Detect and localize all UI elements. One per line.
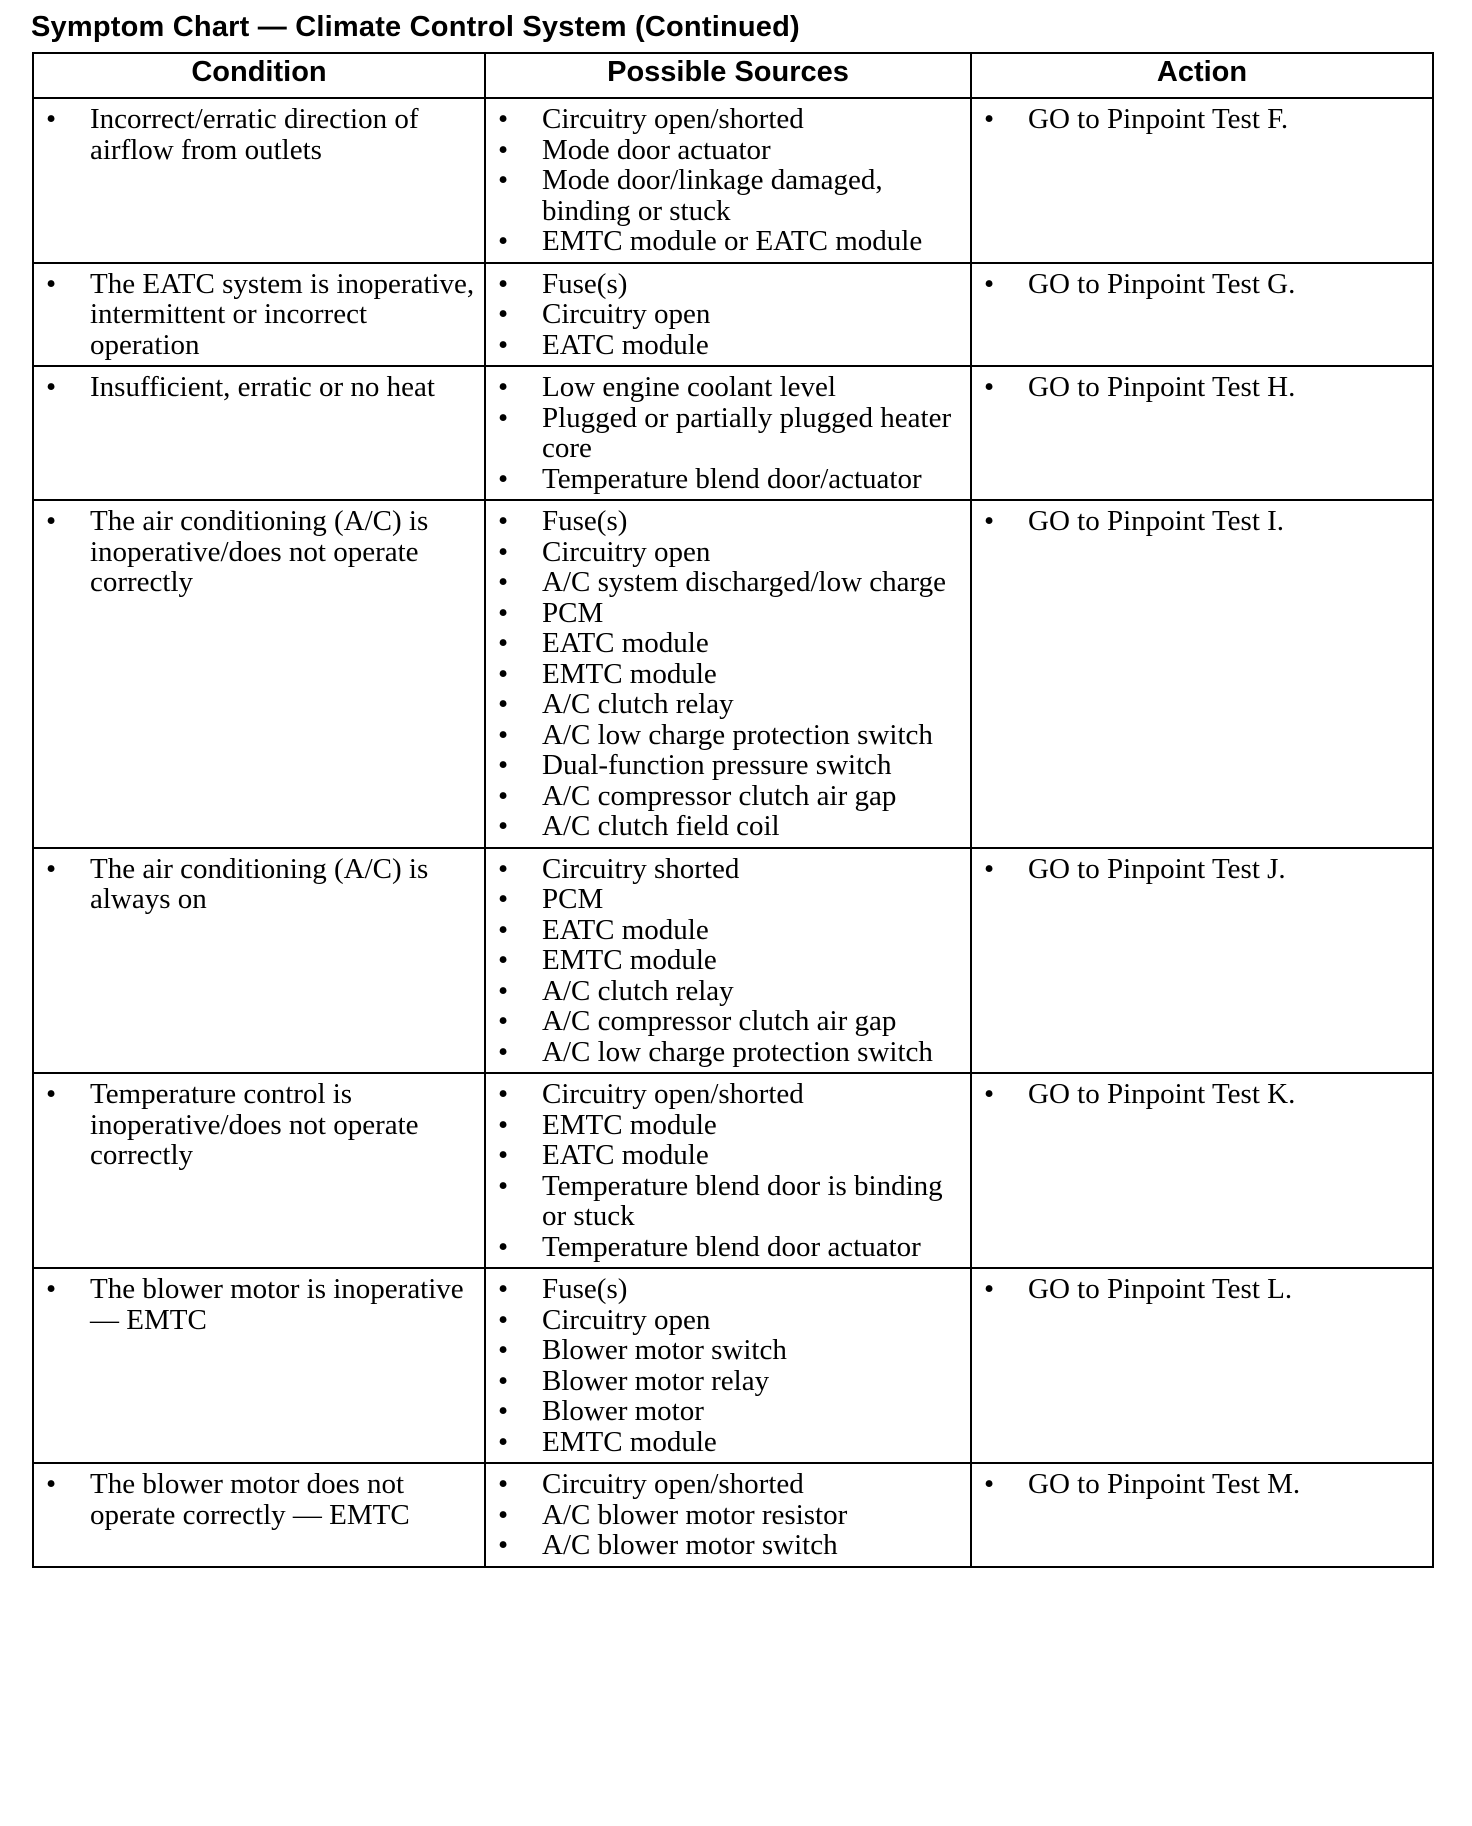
source-item: • A/C blower motor resistor — [486, 1500, 970, 1531]
source-item: • EMTC module — [486, 1427, 970, 1458]
source-item: • EMTC module — [486, 1110, 970, 1141]
possible-sources-cell — [485, 1463, 971, 1567]
action-cell — [971, 1463, 1433, 1567]
possible-sources-cell — [485, 500, 971, 848]
source-item: • EATC module — [486, 330, 970, 361]
source-item: • A/C blower motor switch — [486, 1530, 970, 1561]
possible-sources-cell — [485, 848, 971, 1074]
condition-cell — [33, 500, 485, 848]
source-item: • A/C low charge protection switch — [486, 1037, 970, 1068]
source-item: • Fuse(s) — [486, 1274, 970, 1305]
source-item: • EATC module — [486, 915, 970, 946]
source-item: • EMTC module or EATC module — [486, 226, 970, 257]
source-item: • Circuitry open — [486, 299, 970, 330]
table-row — [33, 98, 1433, 263]
action-cell — [971, 366, 1433, 500]
condition-cell — [33, 98, 485, 263]
source-item: • EATC module — [486, 628, 970, 659]
source-item: • Low engine coolant level — [486, 372, 970, 403]
action-text: • GO to Pinpoint Test H. — [972, 372, 1432, 403]
header-condition: Condition — [33, 53, 485, 98]
source-item: • Blower motor relay — [486, 1366, 970, 1397]
source-item: • EMTC module — [486, 659, 970, 690]
source-item: • Temperature blend door is binding or stuck — [486, 1171, 970, 1232]
table-row — [33, 1073, 1433, 1268]
condition-text: • The air conditioning (A/C) is always on — [34, 854, 484, 915]
table-row — [33, 1268, 1433, 1463]
table-row — [33, 1463, 1433, 1567]
action-text: • GO to Pinpoint Test M. — [972, 1469, 1432, 1500]
condition-cell — [33, 1463, 485, 1567]
possible-sources-cell — [485, 263, 971, 367]
source-item: • Circuitry open — [486, 537, 970, 568]
header-possible-sources: Possible Sources — [485, 53, 971, 98]
source-item: • Circuitry open/shorted — [486, 104, 970, 135]
source-item: • Temperature blend door/actuator — [486, 464, 970, 495]
possible-sources-cell — [485, 98, 971, 263]
condition-text: • Incorrect/erratic direction of airflow from outlets — [34, 104, 484, 165]
source-item: • A/C compressor clutch air gap — [486, 781, 970, 812]
source-item: • Circuitry open/shorted — [486, 1469, 970, 1500]
source-item: • Circuitry open — [486, 1305, 970, 1336]
condition-text: • The EATC system is inoperative, intermittent or incorrect operation — [34, 269, 484, 361]
table-header-row — [33, 53, 1433, 98]
action-text: • GO to Pinpoint Test F. — [972, 104, 1432, 135]
action-text: • GO to Pinpoint Test K. — [972, 1079, 1432, 1110]
condition-cell — [33, 1268, 485, 1463]
source-item: • EMTC module — [486, 945, 970, 976]
condition-text: • The blower motor is inoperative — EMTC — [34, 1274, 484, 1335]
source-item: • Dual-function pressure switch — [486, 750, 970, 781]
source-item: • PCM — [486, 884, 970, 915]
source-item: • Fuse(s) — [486, 269, 970, 300]
source-item: • A/C compressor clutch air gap — [486, 1006, 970, 1037]
action-text: • GO to Pinpoint Test G. — [972, 269, 1432, 300]
possible-sources-cell — [485, 366, 971, 500]
source-item: • A/C clutch field coil — [486, 811, 970, 842]
source-item: • A/C clutch relay — [486, 976, 970, 1007]
action-cell — [971, 1073, 1433, 1268]
symptom-chart-table — [32, 52, 1434, 1568]
condition-cell — [33, 263, 485, 367]
possible-sources-cell — [485, 1073, 971, 1268]
source-item: • A/C clutch relay — [486, 689, 970, 720]
condition-cell — [33, 366, 485, 500]
source-item: • Temperature blend door actuator — [486, 1232, 970, 1263]
condition-text: • Temperature control is inoperative/does not operate correctly — [34, 1079, 484, 1171]
source-item: • Circuitry shorted — [486, 854, 970, 885]
condition-cell — [33, 1073, 485, 1268]
action-cell — [971, 98, 1433, 263]
source-item: • Plugged or partially plugged heater core — [486, 403, 970, 464]
action-text: • GO to Pinpoint Test J. — [972, 854, 1432, 885]
source-item: • Blower motor — [486, 1396, 970, 1427]
page-title: Symptom Chart — Climate Control System (Continued) — [31, 11, 800, 43]
source-item: • EATC module — [486, 1140, 970, 1171]
action-cell — [971, 263, 1433, 367]
table-row — [33, 366, 1433, 500]
action-text: • GO to Pinpoint Test L. — [972, 1274, 1432, 1305]
source-item: • Circuitry open/shorted — [486, 1079, 970, 1110]
table-body — [33, 98, 1433, 1567]
source-item: • A/C system discharged/low charge — [486, 567, 970, 598]
action-cell — [971, 500, 1433, 848]
table-row — [33, 500, 1433, 848]
source-item: • PCM — [486, 598, 970, 629]
condition-text: • Insufficient, erratic or no heat — [34, 372, 484, 403]
source-item: • Mode door actuator — [486, 135, 970, 166]
header-action: Action — [971, 53, 1433, 98]
source-item: • Blower motor switch — [486, 1335, 970, 1366]
condition-text: • The air conditioning (A/C) is inoperative/does not operate correctly — [34, 506, 484, 598]
condition-cell — [33, 848, 485, 1074]
source-item: • Mode door/linkage damaged, binding or stuck — [486, 165, 970, 226]
possible-sources-cell — [485, 1268, 971, 1463]
table-row — [33, 848, 1433, 1074]
action-cell — [971, 848, 1433, 1074]
table-row — [33, 263, 1433, 367]
action-cell — [971, 1268, 1433, 1463]
source-item: • A/C low charge protection switch — [486, 720, 970, 751]
condition-text: • The blower motor does not operate correctly — EMTC — [34, 1469, 484, 1530]
source-item: • Fuse(s) — [486, 506, 970, 537]
action-text: • GO to Pinpoint Test I. — [972, 506, 1432, 537]
